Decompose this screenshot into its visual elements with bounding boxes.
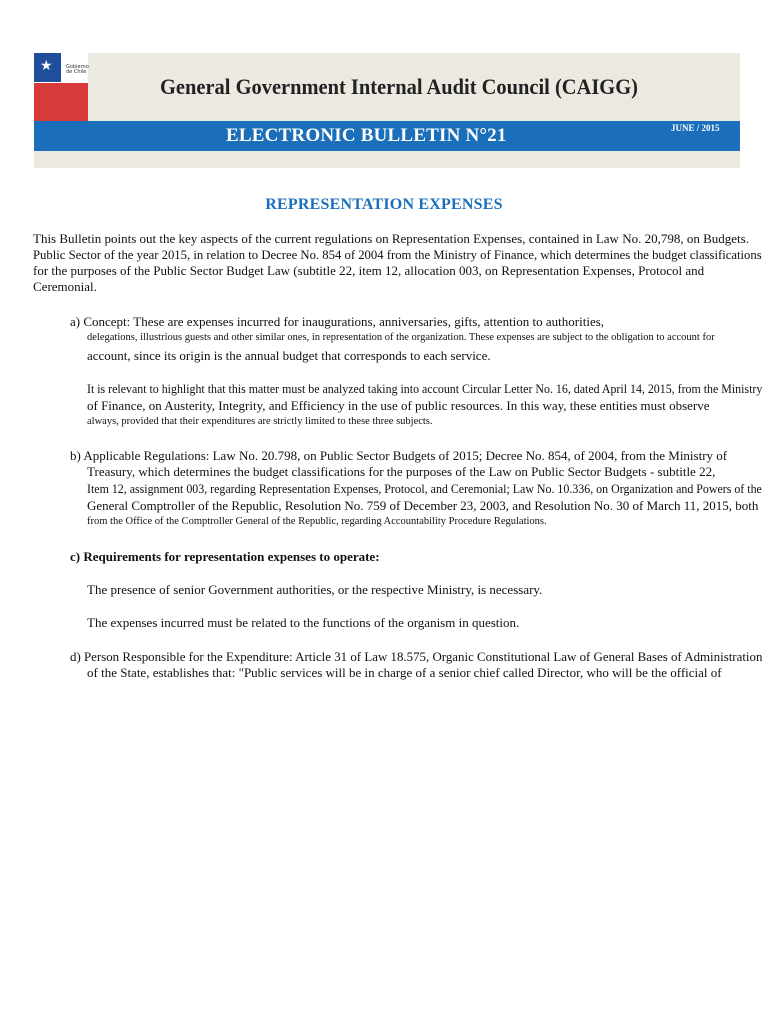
item-c-heading: c) Requirements for representation expenses to operate: <box>70 549 380 564</box>
intro-line: for the purposes of the Public Sector Budget Law (subtitle 22, item 12, allocation 003, on Representation Expenses, Protocol and <box>33 263 705 278</box>
bulletin-title: ELECTRONIC BULLETIN N°21 <box>226 125 507 146</box>
item-a-line: account, since its origin is the annual budget that corresponds to each service. <box>87 348 491 363</box>
bulletin-date: JUNE / 2015 <box>671 123 720 133</box>
logo-blue-field <box>34 53 61 82</box>
logo-text: Gobierno de Chile <box>66 64 89 75</box>
intro-line: This Bulletin points out the key aspects of the current regulations on Representation Expenses, contained in Law No. 20,798, on Budgets. <box>33 231 749 246</box>
item-c-requirement: The presence of senior Government authorities, or the respective Ministry, is necessary. <box>87 582 543 597</box>
logo-red-field <box>34 83 88 121</box>
item-a-paragraph-line: always, provided that their expenditures are strictly limited to these three subjects. <box>87 416 433 427</box>
item-b-line: Item 12, assignment 003, regarding Representation Expenses, Protocol, and Ceremonial; Law No. 10.336, on Organization and Powers of the <box>87 481 762 496</box>
item-a-paragraph-line: It is relevant to highlight that this matter must be analyzed taking into account Circular Letter No. 16, dated April 14, 2015, from the Ministry <box>87 381 763 396</box>
logo-white-field <box>62 53 88 82</box>
page-header-title: General Government Internal Audit Council (CAIGG) <box>160 74 638 99</box>
item-d-line: of the State, establishes that: "Public services will be in charge of a senior chief called Director, who will be the official of <box>87 665 722 680</box>
star-icon: ★ <box>40 58 53 74</box>
item-a-paragraph-line: of Finance, on Austerity, Integrity, and Efficiency in the use of public resources. In this way, these entities must observe <box>87 398 710 413</box>
item-b-line: Treasury, which determines the budget classifications for the purposes of the Law on Public Sector Budgets - subtitle 22, <box>87 464 716 479</box>
intro-line: Public Sector of the year 2015, in relation to Decree No. 854 of 2004 from the Ministry of Finance, which determines the budget classifications <box>33 247 762 262</box>
item-a-line: delegations, illustrious guests and other similar ones, in representation of the organization. These expenses are subject to the obligation to account for <box>87 332 715 343</box>
item-b-line: b) Applicable Regulations: Law No. 20.798, on Public Sector Budgets of 2015; Decree No. 854, of 2004, from the Ministry of <box>70 448 728 463</box>
intro-line: Ceremonial. <box>33 279 97 294</box>
item-b-line: from the Office of the Comptroller General of the Republic, regarding Accountability Procedure Regulations. <box>87 516 547 527</box>
item-d-line: d) Person Responsible for the Expenditure: Article 31 of Law 18.575, Organic Constitutional Law of General Bases of Administration <box>70 649 763 664</box>
government-logo <box>34 53 88 121</box>
item-c-requirement: The expenses incurred must be related to the functions of the organism in question. <box>87 615 520 630</box>
item-b-line: General Comptroller of the Republic, Resolution No. 759 of December 23, 2003, and Resolution No. 30 of March 11, 2015, both <box>87 498 759 513</box>
bulletin-bar <box>34 121 740 151</box>
item-a-line: a) Concept: These are expenses incurred for inaugurations, anniversaries, gifts, attention to authorities, <box>70 314 605 329</box>
section-title: REPRESENTATION EXPENSES <box>265 196 503 213</box>
